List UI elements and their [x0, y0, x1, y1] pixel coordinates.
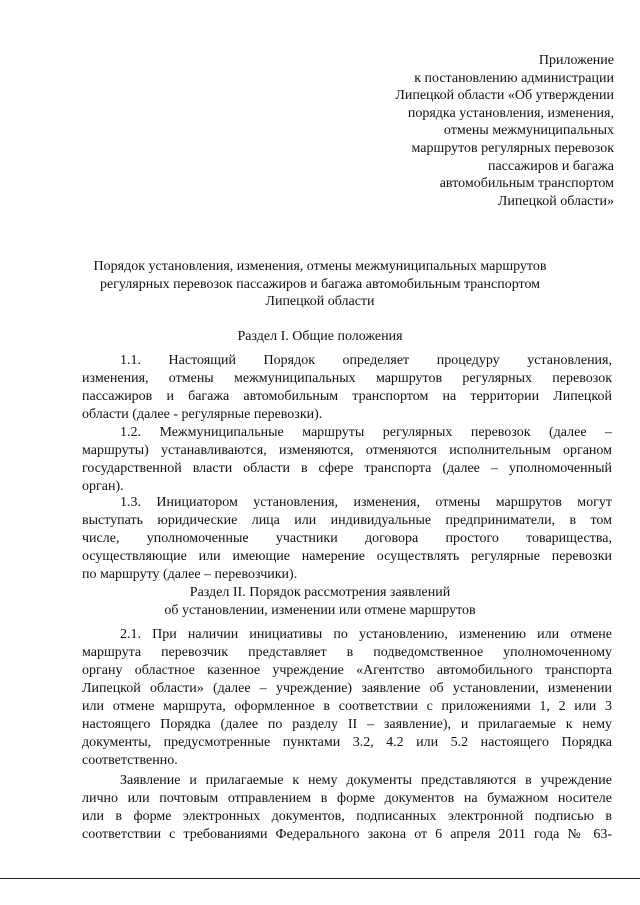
paragraph-line: соответственно. — [82, 753, 178, 768]
paragraph-line: изменения, отмены межмуниципальных маршрутов регулярных перевозок — [82, 371, 612, 386]
paragraph-line: орган). — [82, 479, 124, 494]
appendix-line: Липецкой области» — [497, 193, 614, 209]
paragraph-line: 1.3. Инициатором установления, изменения, отмены маршрутов могут — [120, 495, 612, 510]
paragraph-line: лично или почтовым отправлением в форме документов на бумажном носителе — [82, 791, 612, 806]
paragraph-line: пассажиров и багажа автомобильным транспортом на территории Липецкой — [82, 389, 612, 404]
paragraph-line: Заявление и прилагаемые к нему документы представляются в учреждение — [120, 773, 612, 788]
paragraph-line: Липецкой области» (далее – учреждение) заявление об установлении, изменении — [82, 681, 612, 696]
appendix-line: автомобильным транспортом — [439, 176, 614, 192]
paragraph-line: государственной власти области в сфере транспорта (далее – уполномоченный — [82, 461, 612, 476]
appendix-line: к постановлению администрации — [414, 70, 614, 86]
appendix-line: Приложение — [538, 53, 614, 68]
paragraph-line: выступать юридические лица или индивидуальные предприниматели, в том — [82, 513, 612, 528]
paragraph-line: 1.1. Настоящий Порядок определяет процедуру установления, — [120, 353, 612, 368]
paragraph-line: маршруты) устанавливаются, изменяются, отменяются исполнительным органом — [82, 443, 612, 458]
appendix-line: отмены межмуниципальных — [443, 123, 614, 139]
paragraph-line: 1.2. Межмуниципальные маршруты регулярных перевозок (далее – — [120, 425, 612, 440]
page-bottom-divider — [0, 878, 640, 879]
section-2-heading — [60, 584, 580, 619]
paragraph-line: органу областное казенное учреждение «Агентство автомобильного транспорта — [82, 663, 612, 678]
title-line: регулярных перевозок пассажиров и багажа автомобильным транспортом — [99, 276, 541, 292]
paragraph-line: или отмене маршрута, оформленное в соответствии с приложениями 1, 2 или 3 — [82, 699, 612, 714]
paragraph-2-1-continued — [82, 772, 612, 844]
paragraph-line: 2.1. При наличии инициативы по установлению, изменению или отмене — [120, 627, 612, 642]
paragraph-line: документы, предусмотренные пунктами 3.2, 4.2 или 5.2 настоящего Порядка — [82, 735, 612, 750]
paragraph-1-3 — [82, 494, 612, 584]
paragraph-line: области (далее - регулярные перевозки). — [82, 407, 323, 422]
paragraph-line: настоящего Порядка (далее по разделу II – заявление), и прилагаемые к нему — [82, 717, 612, 732]
appendix-line: Липецкой области «Об утверждении — [395, 88, 614, 104]
title-line: Порядок установления, изменения, отмены межмуниципальных маршрутов — [93, 259, 547, 274]
paragraph-line: или в форме электронных документов, подписанных электронной подписью в — [82, 809, 612, 824]
section-1-heading: Раздел I. Общие положения — [237, 329, 403, 344]
title-line: Липецкой области — [265, 294, 375, 310]
paragraph-line: осуществляющие или имеющие намерение осуществлять регулярные перевозки — [82, 549, 612, 564]
appendix-line: маршрутов регулярных перевозок — [411, 140, 614, 156]
paragraph-1-2 — [82, 424, 612, 496]
paragraph-2-1 — [82, 626, 612, 770]
paragraph-line: соответствии с требованиями Федерального закона от 6 апреля 2011 года № 63- — [82, 827, 612, 842]
document-title — [80, 258, 560, 311]
paragraph-line: маршрута перевозчик представляет в подведомственное уполномоченному — [82, 645, 612, 660]
appendix-line: порядка установления, изменения, — [407, 105, 614, 121]
appendix-line: пассажиров и багажа — [488, 158, 614, 174]
section-2-heading-line: об установлении, изменении или отмене маршрутов — [164, 602, 476, 618]
paragraph-1-1 — [82, 352, 612, 424]
paragraph-line: по маршруту (далее – перевозчики). — [82, 567, 298, 582]
paragraph-line: числе, уполномоченные участники договора простого товарищества, — [82, 531, 612, 546]
appendix-header — [314, 52, 614, 210]
section-2-heading-line: Раздел II. Порядок рассмотрения заявлений — [189, 585, 451, 600]
